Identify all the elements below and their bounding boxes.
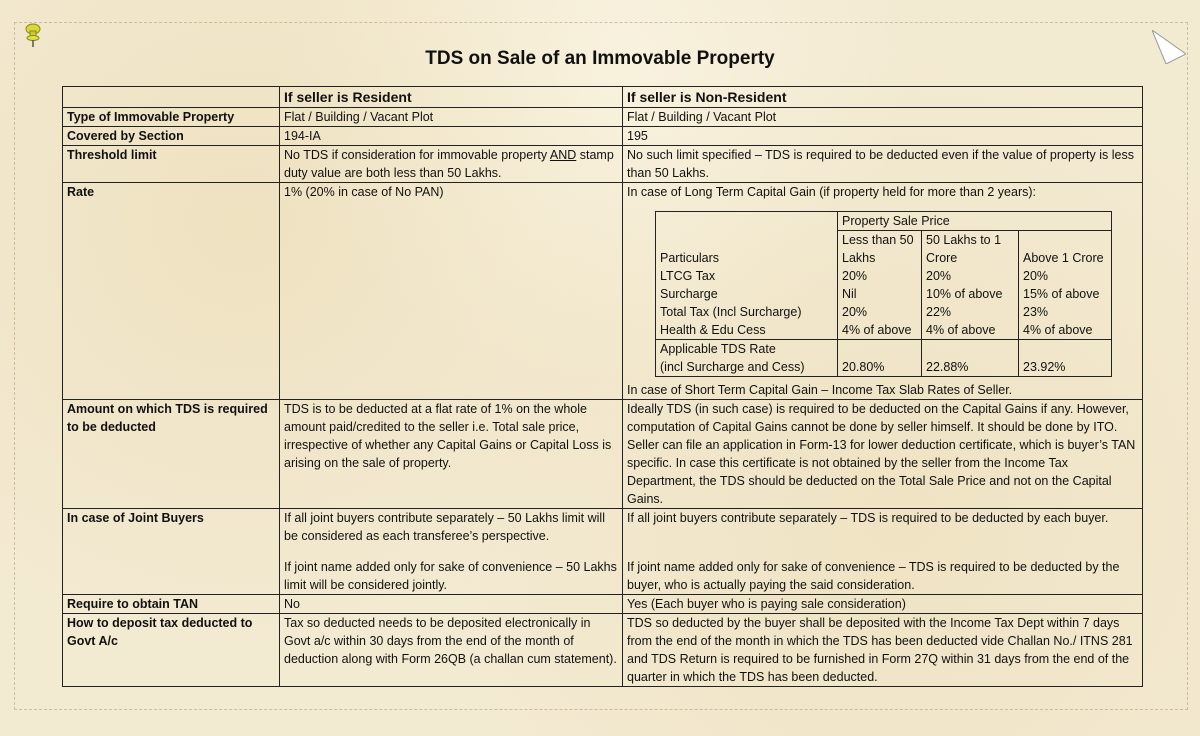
header-non-resident: If seller is Non-Resident (623, 87, 1143, 108)
cell-rate-resident: 1% (20% in case of No PAN) (280, 183, 623, 400)
table-row (63, 146, 1143, 183)
table-header-row (63, 87, 1143, 108)
ltcg-value-2-3: 15% of above (1019, 285, 1112, 303)
ltcg-row-ltcg-tax (656, 267, 1112, 285)
page-title: TDS on Sale of an Immovable Property (425, 48, 775, 69)
cell-type-resident: Flat / Building / Vacant Plot (280, 108, 623, 127)
cell-deposit-resident: Tax so deducted needs to be deposited electronically in Govt a/c within 30 days from the end of the month of deduction along with Form 26QB (a challan cum statement). (280, 614, 623, 687)
ltcg-applicable-value-2: 22.88% (922, 340, 1019, 377)
cell-type-non-resident: Flat / Building / Vacant Plot (623, 108, 1143, 127)
table-row (63, 127, 1143, 146)
header-resident: If seller is Resident (280, 87, 623, 108)
ltcg-value-4-1: 4% of above (838, 321, 922, 340)
tds-comparison-table (62, 86, 1143, 687)
ltcg-label-2: Surcharge (656, 285, 838, 303)
ltcg-label-1: LTCG Tax (656, 267, 838, 285)
ltcg-col-header-1: Less than 50 Lakhs (838, 231, 922, 268)
ltcg-applicable-label (656, 340, 838, 377)
pushpin-icon (22, 22, 44, 48)
ltcg-applicable-value-3: 23.92% (1019, 340, 1112, 377)
ltcg-group-header: Property Sale Price (838, 212, 1112, 231)
ltcg-row-applicable-rate (656, 340, 1112, 377)
table-row (63, 400, 1143, 509)
applicable-label-line-2: (incl Surcharge and Cess) (660, 360, 805, 374)
stcg-outro-text: In case of Short Term Capital Gain – Income Tax Slab Rates of Seller. (627, 383, 1013, 397)
cell-rate-non-resident (623, 183, 1143, 400)
ltcg-particulars-header: Particulars (656, 231, 838, 268)
joint-resident-para-1: If all joint buyers contribute separately – 50 Lakhs limit will be considered as each transferee’s perspective. (284, 511, 605, 543)
ltcg-value-3-1: 20% (838, 303, 922, 321)
applicable-label-line-1: Applicable TDS Rate (660, 342, 776, 356)
cell-section-resident: 194-IA (280, 127, 623, 146)
ltcg-value-4-3: 4% of above (1019, 321, 1112, 340)
header-empty (63, 87, 280, 108)
ltcg-row-cess (656, 321, 1112, 340)
table-row (63, 509, 1143, 595)
paragraph-gap (284, 545, 618, 558)
cell-tan-non-resident: Yes (Each buyer who is paying sale consideration) (623, 595, 1143, 614)
ltcg-value-4-2: 4% of above (922, 321, 1019, 340)
ltcg-applicable-value-1: 20.80% (838, 340, 922, 377)
cell-amount-resident: TDS is to be deducted at a flat rate of 1% on the whole amount paid/credited to the seller i.e. Total sale price, irrespective of whether any Capital Gains or Capital Loss is arising on the sale of property. (280, 400, 623, 509)
ltcg-label-4: Health & Edu Cess (656, 321, 838, 340)
ltcg-particulars-blank (656, 212, 838, 231)
ltcg-value-2-1: Nil (838, 285, 922, 303)
cell-amount-non-resident: Ideally TDS (in such case) is required to be deducted on the Capital Gains if any. However, computation of Capital Gains cannot be done by seller himself. It should be done by ITO. Seller can file an application in Form-13 for lower deduction certificate, which is buyer’s TAN specific. In case this certificate is not obtained by the seller from the Income Tax Department, the TDS should be deducted on the Total Sale Price and not on the Capital Gains. (623, 400, 1143, 509)
row-label-joint-buyers: In case of Joint Buyers (63, 509, 280, 595)
table-row (63, 614, 1143, 687)
cell-joint-non-resident (623, 509, 1143, 595)
row-label-amount: Amount on which TDS is required to be deducted (63, 400, 280, 509)
row-label-deposit: How to deposit tax deducted to Govt A/c (63, 614, 280, 687)
joint-resident-para-2: If joint name added only for sake of convenience – 50 Lakhs limit will be considered jointly. (284, 560, 617, 592)
cell-threshold-non-resident: No such limit specified – TDS is required to be deducted even if the value of property is less than 50 Lakhs. (623, 146, 1143, 183)
paragraph-gap (627, 527, 1138, 558)
cell-deposit-non-resident: TDS so deducted by the buyer shall be deposited with the Income Tax Dept within 7 days from the end of the month in which the TDS has been deducted vide Challan No./ ITNS 281 and TDS Return is required to be furnished in Form 27Q within 31 days from the end of the quarter in which the TDS has been deducted. (623, 614, 1143, 687)
ltcg-value-1-3: 20% (1019, 267, 1112, 285)
ltcg-intro-text: In case of Long Term Capital Gain (if property held for more than 2 years): (627, 185, 1036, 199)
ltcg-value-1-2: 20% (922, 267, 1019, 285)
row-label-rate: Rate (63, 183, 280, 400)
row-label-tan: Require to obtain TAN (63, 595, 280, 614)
ltcg-label-3: Total Tax (Incl Surcharge) (656, 303, 838, 321)
ltcg-value-3-3: 23% (1019, 303, 1112, 321)
threshold-text-pre: No TDS if consideration for immovable property (284, 148, 550, 162)
row-label-type: Type of Immovable Property (63, 108, 280, 127)
ltcg-group-header-row (656, 212, 1112, 231)
row-label-section: Covered by Section (63, 127, 280, 146)
joint-non-resident-para-2: If joint name added only for sake of convenience – TDS is required to be deducted by the buyer, who is actually paying the said consideration. (627, 560, 1120, 592)
table-row (63, 183, 1143, 400)
ltcg-value-1-1: 20% (838, 267, 922, 285)
ltcg-column-header-row (656, 231, 1112, 268)
threshold-text-post: stamp duty value are both less than 50 Lakhs. (284, 148, 614, 180)
ltcg-row-surcharge (656, 285, 1112, 303)
threshold-and-emphasis: AND (549, 148, 577, 162)
table-row (63, 108, 1143, 127)
cell-threshold-resident (280, 146, 623, 183)
cell-tan-resident: No (280, 595, 623, 614)
ltcg-col-header-2: 50 Lakhs to 1 Crore (922, 231, 1019, 268)
row-label-threshold: Threshold limit (63, 146, 280, 183)
joint-non-resident-para-1: If all joint buyers contribute separately – TDS is required to be deducted by each buyer. (627, 511, 1109, 525)
ltcg-value-3-2: 22% (922, 303, 1019, 321)
ltcg-value-2-2: 10% of above (922, 285, 1019, 303)
ltcg-rate-table (655, 211, 1112, 377)
ltcg-col-header-3: Above 1 Crore (1019, 231, 1112, 268)
ltcg-row-total-tax (656, 303, 1112, 321)
ltcg-table-wrapper (627, 201, 1138, 381)
cell-section-non-resident: 195 (623, 127, 1143, 146)
table-row (63, 595, 1143, 614)
cell-joint-resident (280, 509, 623, 595)
